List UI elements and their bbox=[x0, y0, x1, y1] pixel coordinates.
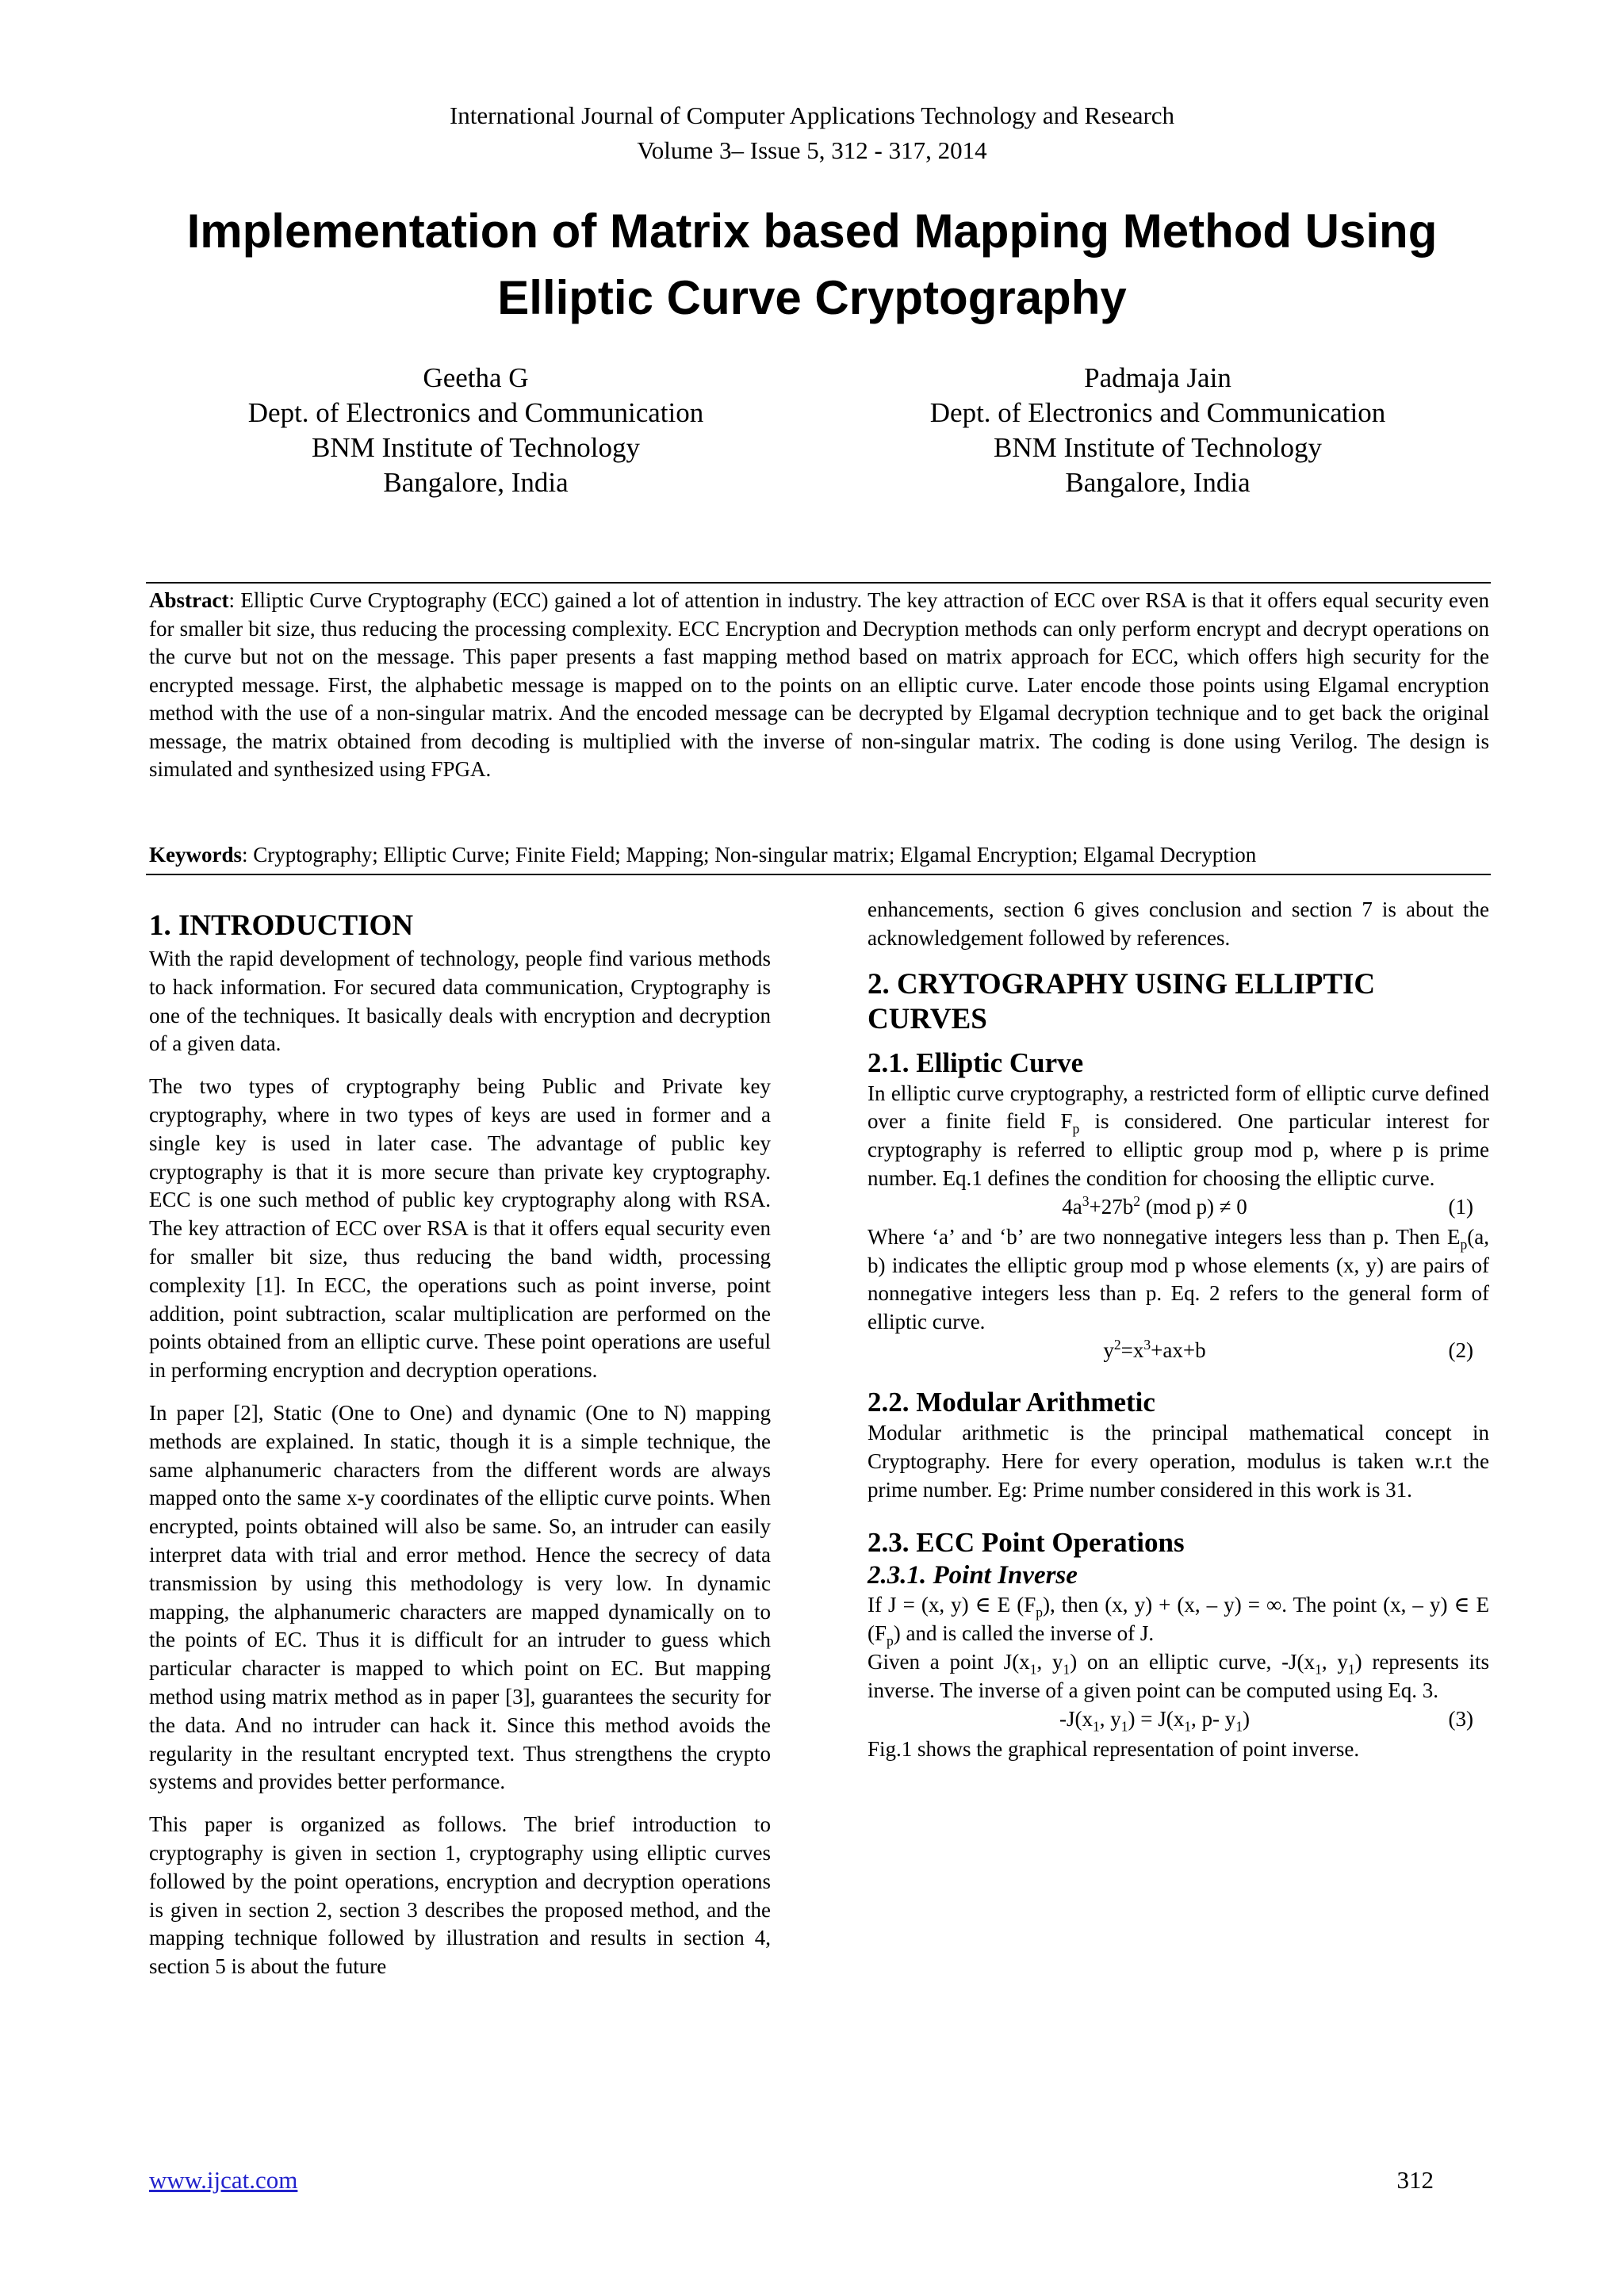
keywords-label: Keywords bbox=[149, 843, 242, 867]
equation-number: (3) bbox=[1448, 1706, 1473, 1731]
title-line-1: Implementation of Matrix based Mapping Method Using bbox=[186, 205, 1438, 258]
paragraph: Fig.1 shows the graphical representation of point inverse. bbox=[868, 1736, 1360, 1761]
title-line-2: Elliptic Curve Cryptography bbox=[497, 271, 1127, 324]
author-location: Bangalore, India bbox=[1065, 467, 1251, 498]
equation-2: $y^2=x^3+ax+b$ (2) bbox=[868, 1337, 1489, 1367]
bottom-divider bbox=[146, 874, 1491, 875]
author-institute: BNM Institute of Technology bbox=[994, 432, 1322, 463]
paragraph: This paper is organized as follows. The brief introduction to cryptography is given in section 1, cryptography using elliptic curves followed by the point operations, encryption and decryption operations is given in section 2, section 3 describes the proposed method, and the mapping technique followed by illustration and results in section 4, section 5 is about the future bbox=[149, 1812, 771, 1979]
paragraph: In paper [2], Static (One to One) and dynamic (One to N) mapping methods are explained. In static, though it is a simple technique, the same alphanumeric characters from the different words are always mapped onto the same x-y coordinates of the elliptic curve points. When encrypted, points obtained will also be same. So, an intruder can easily interpret data with trial and error method. Hence the secrecy of data transmission by using this methodology is very low. In dynamic mapping, the alphanumeric characters are mapped dynamically on to the points of EC. Thus it is difficult for an intruder to guess which particular character is mapped to which point on EC. But mapping method using matrix method as in paper [3], guarantees the security for the data. And no intruder can hack it. Since this method avoids the regularity in the resultant encrypted text. Thus strengthens the crypto systems and provides better performance. bbox=[149, 1400, 771, 1794]
section-heading-cryptography: 2. CRYTOGRAPHY USING ELLIPTIC CURVES bbox=[868, 967, 1376, 1035]
equation-1: $4a^3+27b^2$ (mod p) ≠ 0 (1) bbox=[868, 1193, 1489, 1223]
paragraph: Given a point $J(x_1$, $y_1$) on an elliptic curve, $-J(x_1$, $y_1$) represents its inverse. The inverse of a given point can be computed using Eq. 3. bbox=[868, 1649, 1490, 1702]
abstract-label: Abstract bbox=[149, 588, 229, 612]
journal-name: International Journal of Computer Applications Technology and Research bbox=[449, 101, 1175, 129]
page-number: 312 bbox=[1396, 2166, 1434, 2194]
equation-3: $-J(x_1$, $y_1) = J(x_1$, p- $y_1$) (3) bbox=[1059, 1706, 1473, 1734]
author-name: Geetha G bbox=[423, 362, 529, 393]
keywords-text: : Cryptography; Elliptic Curve; Finite Field; Mapping; Non-singular matrix; Elgamal Encryption; Elgamal Decryption bbox=[242, 843, 1257, 867]
subsection-heading-point-operations: 2.3. ECC Point Operations bbox=[868, 1527, 1185, 1559]
paragraph: With the rapid development of technology, people find various methods to hack information. For secured data communication, Cryptography is one of the techniques. It basically deals with encryption and decryption of a given data. bbox=[149, 947, 771, 1056]
paragraph: In elliptic curve cryptography, a restricted form of elliptic curve defined over a finite field $F_p$ is considered. One particular interest for cryptography is referred to elliptic group mod p, where p is prime number. Eq.1 defines the condition for choosing the elliptic curve. bbox=[868, 1081, 1489, 1190]
author-location: Bangalore, India bbox=[383, 467, 569, 498]
author-institute: BNM Institute of Technology bbox=[312, 432, 640, 463]
keywords bbox=[149, 840, 1489, 869]
equation-number: (2) bbox=[1448, 1337, 1473, 1362]
author-dept: Dept. of Electronics and Communication bbox=[929, 397, 1386, 428]
paper-title bbox=[127, 198, 1497, 331]
right-column bbox=[868, 896, 1489, 1777]
author-name: Padmaja Jain bbox=[1084, 362, 1231, 393]
section-heading-introduction: 1. INTRODUCTION bbox=[149, 909, 414, 942]
top-divider bbox=[146, 582, 1491, 584]
abstract-text: : Elliptic Curve Cryptography (ECC) gained a lot of attention in industry. The key attraction of ECC over RSA is that it offers equal security even for smaller bit size, thus reducing the processing complexity. ECC Encryption and Decryption methods can only perform encrypt and decrypt operations on the curve but not on the message. This paper presents a fast mapping method based on matrix approach for ECC, which offers high security for the encrypted message. First, the alphabetic message is mapped on to the points on an elliptic curve. Later encode those points using Elgamal encryption method with the use of a non-singular matrix. And the encoded message can be decrypted by Elgamal decryption technique and to get back the original message, the matrix obtained from decoding is multiplied with the inverse of non-singular matrix. The coding is done using Verilog. The design is simulated and synthesized using FPGA. bbox=[149, 588, 1489, 781]
paragraph: enhancements, section 6 gives conclusion and section 7 is about the acknowledgement followed by references. bbox=[868, 897, 1489, 950]
subsection-heading-modular-arithmetic: 2.2. Modular Arithmetic bbox=[868, 1386, 1155, 1418]
paragraph: Modular arithmetic is the principal mathematical concept in Cryptography. Here for every operation, modulus is taken w.r.t the prime number. Eg: Prime number considered in this work is 31. bbox=[868, 1420, 1489, 1502]
author-1 bbox=[174, 361, 777, 500]
abstract bbox=[149, 587, 1489, 784]
left-column bbox=[149, 896, 771, 1996]
author-2 bbox=[856, 361, 1459, 500]
journal-website-link[interactable]: www.ijcat.com bbox=[149, 2166, 298, 2194]
journal-volume: Volume 3– Issue 5, 312 - 317, 2014 bbox=[637, 136, 987, 164]
paragraph: Where ‘a’ and ‘b’ are two nonnegative integers less than p. Then $E_p(a$, b) indicates the elliptic group mod p whose elements (x, y) are pairs of nonnegative integers less than p. Eq. 2 refers to the general form of elliptic curve. bbox=[868, 1224, 1489, 1334]
author-dept: Dept. of Electronics and Communication bbox=[247, 397, 704, 428]
equation-number: (1) bbox=[1448, 1194, 1473, 1219]
subsubsection-heading-point-inverse: 2.3.1. Point Inverse bbox=[868, 1561, 1078, 1590]
subsection-heading-elliptic-curve: 2.1. Elliptic Curve bbox=[868, 1047, 1084, 1078]
paragraph: If J = (x, y) ∈ E $(F_p)$, then (x, y) + (x, – y) = ∞. The point (x, – y) ∈ E $(F_p)$ and is called the inverse of J. bbox=[868, 1593, 1489, 1649]
paragraph: The two types of cryptography being Public and Private key cryptography, where in two types of keys are used in former and a single key is used in later case. The advantage of public key cryptography is that it is more secure than private key cryptography. ECC is one such method of public key cryptography along with RSA. The key attraction of ECC over RSA is that it offers equal security even for smaller bit size, thus reducing the band width, processing complexity [1]. In ECC, the operations such as point inverse, point addition, point subtraction, scalar multiplication are performed on the points obtained from an elliptic curve. These point operations are useful in performing encryption and decryption operations. bbox=[149, 1074, 771, 1383]
